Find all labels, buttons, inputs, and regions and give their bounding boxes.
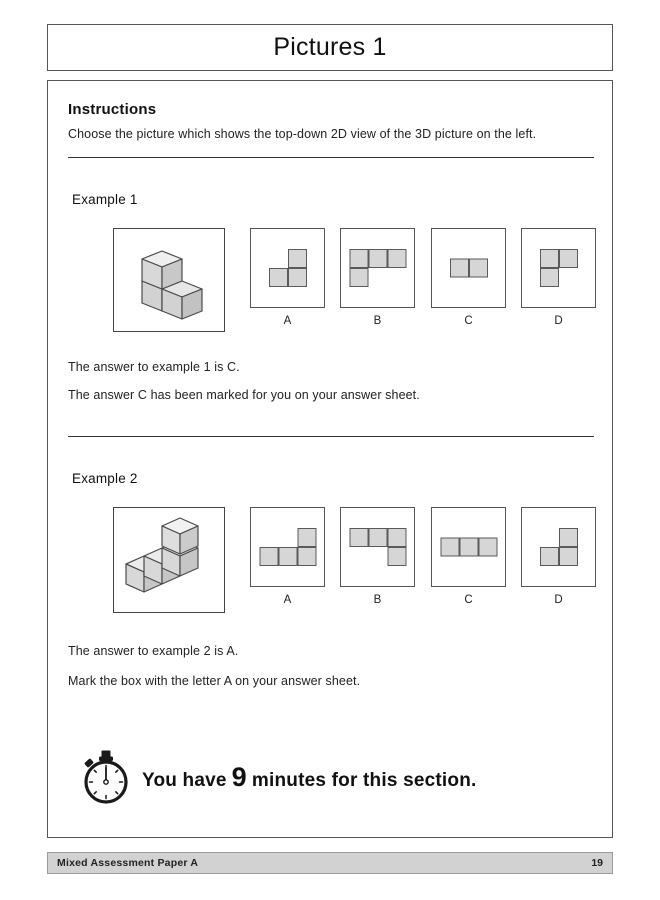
example-1-answer-line-1: The answer to example 1 is C. bbox=[68, 360, 240, 374]
grid-cell bbox=[459, 538, 478, 557]
grid-cell bbox=[349, 268, 368, 287]
option-shape-b bbox=[349, 528, 406, 566]
example-2-figure-row bbox=[68, 507, 594, 611]
grid-cell bbox=[368, 528, 387, 547]
option-letter: A bbox=[283, 315, 292, 327]
example-1-option-d[interactable] bbox=[521, 228, 596, 327]
option-box[interactable] bbox=[431, 228, 506, 308]
option-box[interactable] bbox=[340, 507, 415, 587]
example-1-option-b[interactable] bbox=[340, 228, 415, 327]
grid-cell-empty bbox=[349, 547, 368, 566]
example-1-answer-line-2: The answer C has been marked for you on your answer sheet. bbox=[68, 388, 420, 402]
grid-cell bbox=[559, 249, 578, 268]
example-2-answer-line-1: The answer to example 2 is A. bbox=[68, 644, 239, 658]
example-2-stimulus-box bbox=[113, 507, 225, 613]
option-box[interactable] bbox=[250, 507, 325, 587]
grid-cell bbox=[469, 259, 488, 278]
grid-cell bbox=[288, 268, 307, 287]
option-shape-d bbox=[540, 249, 578, 287]
grid-cell bbox=[540, 547, 559, 566]
grid-cell bbox=[540, 268, 559, 287]
option-letter: C bbox=[464, 315, 473, 327]
grid-cell bbox=[269, 268, 288, 287]
example-2-option-b[interactable] bbox=[340, 507, 415, 606]
example-2-answer-line-2: Mark the box with the letter A on your answer sheet. bbox=[68, 674, 361, 688]
option-box[interactable] bbox=[521, 228, 596, 308]
grid-cell bbox=[540, 249, 559, 268]
option-shape-d bbox=[540, 528, 578, 566]
timer-minutes: 9 bbox=[231, 761, 247, 792]
timer-row bbox=[80, 749, 476, 805]
grid-cell bbox=[387, 528, 406, 547]
option-letter: D bbox=[554, 315, 563, 327]
option-shape-a bbox=[259, 528, 316, 566]
page-footer bbox=[47, 852, 613, 874]
option-letter: B bbox=[373, 594, 382, 606]
grid-cell bbox=[478, 538, 497, 557]
option-shape-a bbox=[269, 249, 307, 287]
grid-cell-empty bbox=[559, 268, 578, 287]
instructions-heading: Instructions bbox=[68, 101, 157, 118]
grid-cell-empty bbox=[368, 268, 387, 287]
stopwatch-icon bbox=[80, 749, 132, 805]
grid-cell bbox=[387, 547, 406, 566]
grid-cell-empty bbox=[368, 547, 387, 566]
option-box[interactable] bbox=[521, 507, 596, 587]
option-letter: A bbox=[283, 594, 292, 606]
option-box[interactable] bbox=[250, 228, 325, 308]
grid-cell bbox=[288, 249, 307, 268]
example-2-label: Example 2 bbox=[72, 471, 138, 486]
grid-cell bbox=[387, 249, 406, 268]
footer-paper-name: Mixed Assessment Paper A bbox=[57, 857, 199, 869]
grid-cell bbox=[297, 547, 316, 566]
grid-cell-empty bbox=[259, 528, 278, 547]
grid-cell bbox=[368, 249, 387, 268]
grid-cell bbox=[349, 528, 368, 547]
grid-cell bbox=[559, 528, 578, 547]
footer-page-number: 19 bbox=[591, 857, 603, 869]
page-title-box bbox=[47, 24, 613, 71]
option-shape-c bbox=[450, 259, 488, 278]
option-letter: C bbox=[464, 594, 473, 606]
example-2-option-c[interactable] bbox=[431, 507, 506, 606]
instructions-text: Choose the picture which shows the top-down 2D view of the 3D picture on the left. bbox=[68, 127, 537, 141]
option-shape-b bbox=[349, 249, 406, 287]
grid-cell bbox=[297, 528, 316, 547]
example-2-option-d[interactable] bbox=[521, 507, 596, 606]
grid-cell-empty bbox=[540, 528, 559, 547]
divider-top bbox=[68, 157, 594, 158]
timer-suffix: minutes for this section. bbox=[251, 769, 477, 791]
3d-shape-example-2 bbox=[114, 508, 224, 612]
3d-shape-example-1 bbox=[114, 229, 224, 331]
grid-cell bbox=[278, 547, 297, 566]
content-panel bbox=[47, 80, 613, 838]
example-1-label: Example 1 bbox=[72, 192, 138, 207]
grid-cell bbox=[349, 249, 368, 268]
grid-cell bbox=[259, 547, 278, 566]
grid-cell bbox=[440, 538, 459, 557]
grid-cell-empty bbox=[387, 268, 406, 287]
example-1-figure-row bbox=[68, 228, 594, 332]
page-title: Pictures 1 bbox=[273, 33, 387, 61]
grid-cell-empty bbox=[269, 249, 288, 268]
example-2-option-a[interactable] bbox=[250, 507, 325, 606]
example-1-option-c[interactable] bbox=[431, 228, 506, 327]
timer-text bbox=[142, 762, 476, 793]
option-box[interactable] bbox=[431, 507, 506, 587]
timer-prefix: You have bbox=[142, 769, 227, 791]
grid-cell-empty bbox=[278, 528, 297, 547]
grid-cell bbox=[559, 547, 578, 566]
grid-cell bbox=[450, 259, 469, 278]
option-letter: D bbox=[554, 594, 563, 606]
option-shape-c bbox=[440, 538, 497, 557]
example-1-stimulus-box bbox=[113, 228, 225, 332]
option-letter: B bbox=[373, 315, 382, 327]
example-1-option-a[interactable] bbox=[250, 228, 325, 327]
divider-middle bbox=[68, 436, 594, 437]
option-box[interactable] bbox=[340, 228, 415, 308]
